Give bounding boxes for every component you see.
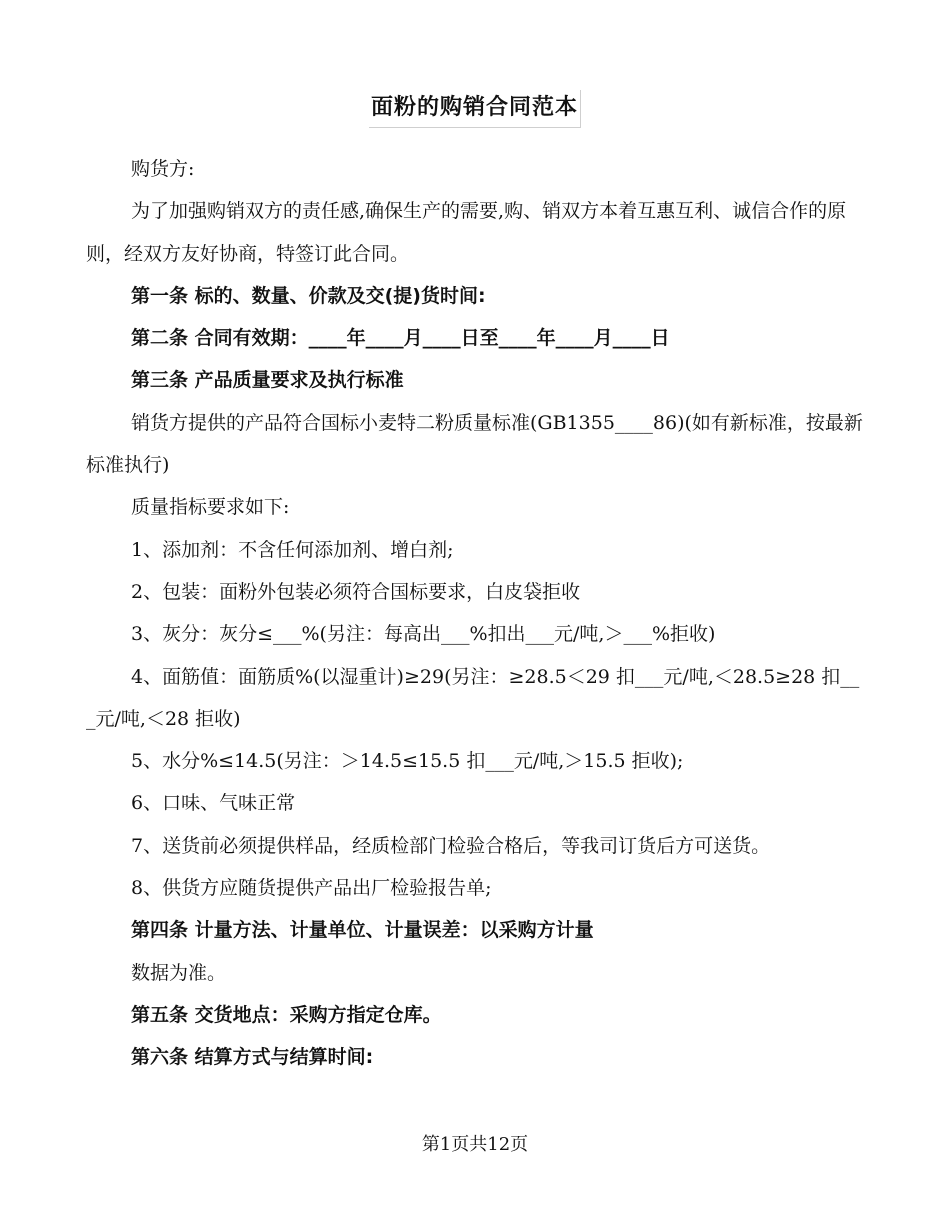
list-item: 3、灰分：灰分≤___%(另注：每高出___%扣出___元/吨,＞___%拒收) [131, 623, 716, 646]
title-wrap [0, 90, 950, 128]
clause-6-heading: 第六条 结算方式与结算时间: [131, 1046, 374, 1069]
paragraph-buyer: 购货方: [131, 158, 195, 180]
list-item: 7、送货前必须提供样品，经质检部门检验合格后，等我司订货后方可送货。 [131, 834, 771, 857]
list-item: 8、供货方应随货提供产品出厂检验报告单; [131, 877, 492, 900]
page-title: 面粉的购销合同范本 [369, 90, 581, 128]
list-item: 5、水分%≤14.5(另注：＞14.5≤15.5 扣___元/吨,＞15.5 拒收); [131, 750, 684, 773]
list-item: 2、包装：面粉外包装必须符合国标要求，白皮袋拒收 [131, 580, 581, 603]
clause-4-heading: 第四条 计量方法、计量单位、计量误差：以采购方计量 [131, 919, 594, 942]
clause-1-heading: 第一条 标的、数量、价款及交(提)货时间: [131, 284, 486, 307]
paragraph-measure-basis: 数据为准。 [131, 961, 227, 984]
page-number: 第1页共12页 [421, 1134, 529, 1155]
paragraph-quality-standard: 销货方提供的产品符合国标小麦特二粉质量标准(GB1355____86)(如有新标准，按最新标准执行) [86, 411, 863, 477]
clause-3-heading: 第三条 产品质量要求及执行标准 [131, 369, 404, 392]
list-item: 1、添加剂：不含任何添加剂、增白剂; [131, 538, 454, 561]
list-item: 4、面筋值：面筋质%(以湿重计)≥29(另注：≥28.5＜29 扣___元/吨,＜28.5≥28 扣___元/吨,＜28 拒收) [86, 665, 860, 730]
paragraph-preamble: 为了加强购销双方的责任感,确保生产的需要,购、销双方本着互惠互利、诚信合作的原则，经双方友好协商，特签订此合同。 [86, 200, 847, 265]
clause-2-heading: 第二条 合同有效期：____年____月____日至____年____月____日 [131, 327, 670, 350]
paragraph-quality-intro: 质量指标要求如下: [131, 496, 290, 519]
list-item: 6、口味、气味正常 [131, 792, 296, 815]
clause-5-heading: 第五条 交货地点：采购方指定仓库。 [131, 1003, 442, 1026]
contract-body [86, 148, 866, 1079]
